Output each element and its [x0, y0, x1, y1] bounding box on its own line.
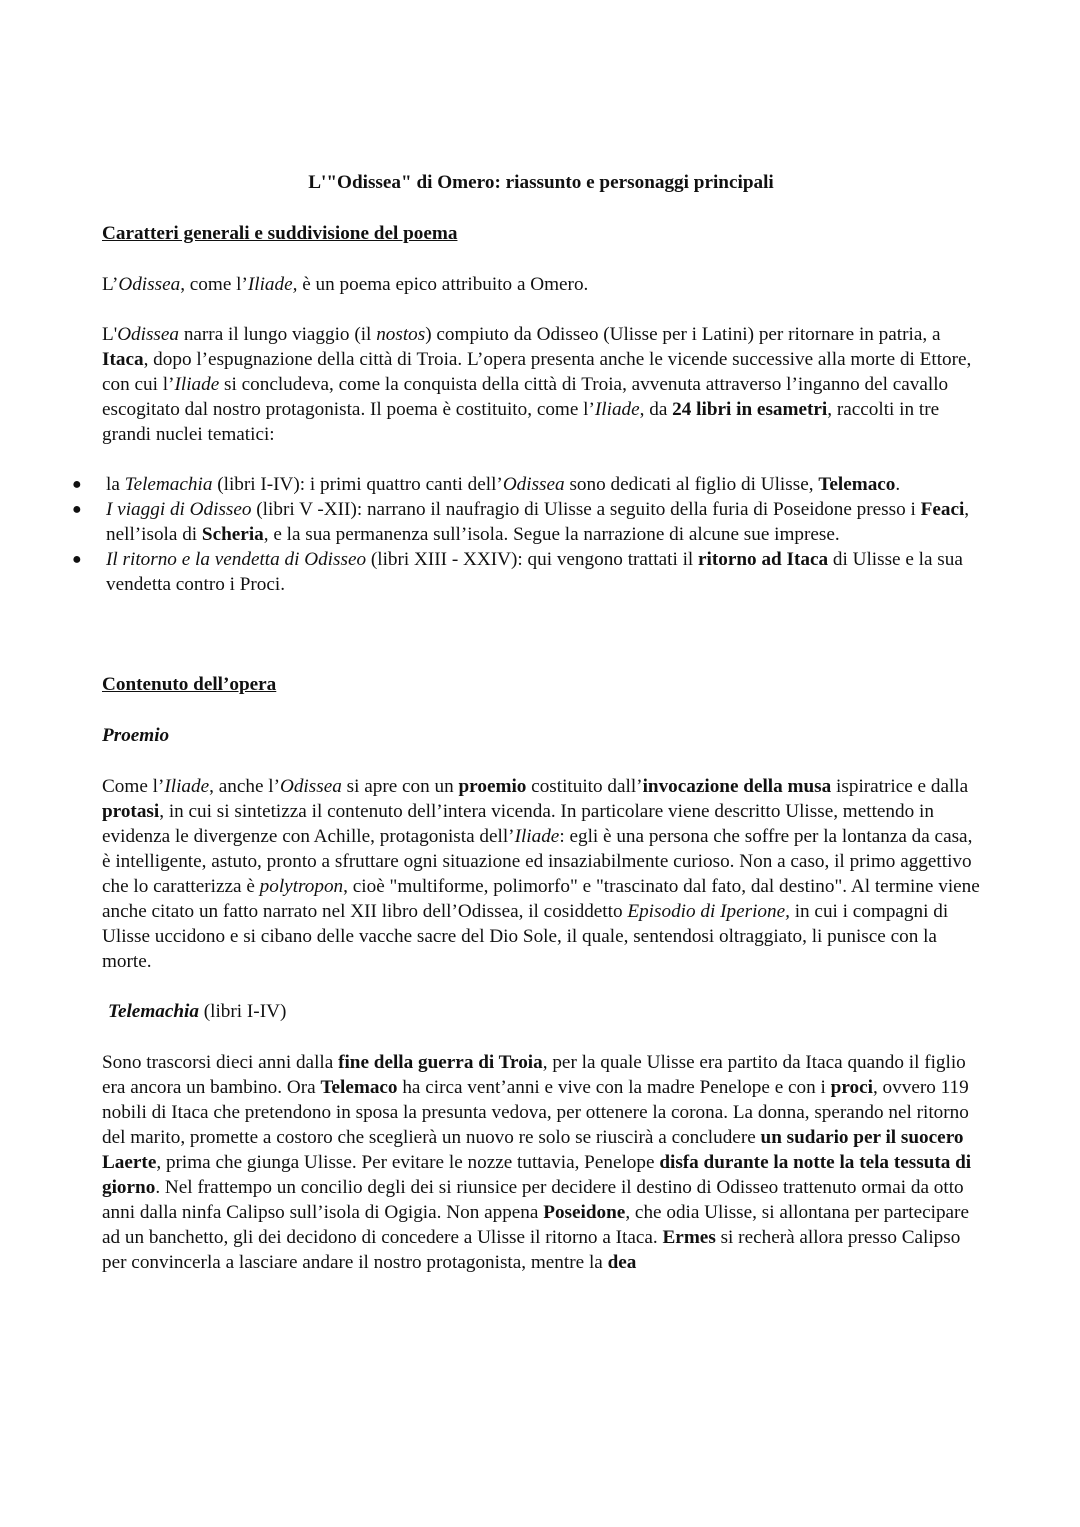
- bold-run: fine della guerra di Troia: [338, 1052, 543, 1073]
- italic-run: Iliade: [164, 776, 210, 797]
- text-run: , da: [639, 399, 673, 420]
- bullet-icon: ●: [72, 551, 82, 568]
- telemachia-paragraph: [102, 1050, 980, 1275]
- text-run: sono dedicati al figlio di Ulisse,: [564, 474, 819, 495]
- bold-run: Ermes: [662, 1227, 716, 1248]
- italic-run: I viaggi di Odisseo: [106, 499, 252, 520]
- bold-run: protasi: [102, 801, 160, 822]
- text-run: , anche l’: [209, 776, 280, 797]
- bold-run: dea: [607, 1252, 637, 1273]
- text-run: in cui i compagni di Ulisse uccidono e si cibano delle vacche sacre del Dio Sole, il quale, sentendosi oltraggiato, li punisce con la morte.: [102, 901, 949, 972]
- bullet-icon: ●: [72, 476, 82, 493]
- text-run: , e la sua permanenza sull’isola. Segue la narrazione di alcune sue imprese.: [263, 524, 840, 545]
- bold-run: invocazione della musa: [642, 776, 832, 797]
- bold-run: proemio: [458, 776, 527, 797]
- section-heading-general: Caratteri generali e suddivisione del poema: [102, 223, 458, 244]
- bold-run: Scheria: [201, 524, 264, 545]
- text-run: (libri V -XII): narrano il naufragio di Ulisse a seguito della furia di Poseidone presso i: [251, 499, 921, 520]
- text-run: (libri XIII - XXIV): qui vengono trattati il: [366, 549, 699, 570]
- text-run: ) compiuto da Odisseo (Ulisse per i Latini) per ritornare in patria, a: [425, 324, 941, 345]
- text-run: è un poema epico attribuito a Omero.: [297, 274, 589, 295]
- bold-run: Feaci: [920, 499, 965, 520]
- bold-run: 24 libri in esametri: [672, 399, 828, 420]
- text-run: , per la quale Ulisse era partito da Itaca quando il figlio era ancora un bambino. Ora: [102, 1052, 966, 1098]
- text-run: si concludeva, come la conquista della città di Troia, avvenuta attraverso l’inganno del cavallo escogitato dal nostro protagonista. Il poema è costituito, come l’: [102, 374, 949, 420]
- list-item: [72, 472, 980, 497]
- text-run: , in cui si sintetizza il contenuto dell’intera vicenda. In particolare viene descritto Ulisse, mettendo in evidenza le divergenze con Achille, protagonista dell’: [102, 801, 934, 847]
- bold-run: disfa durante la notte la tela tessuta di giorno: [102, 1152, 972, 1198]
- italic-run: Odissea: [118, 274, 181, 295]
- italic-run: Iliade: [174, 374, 220, 395]
- italic-run: Telemachia: [124, 474, 213, 495]
- text-run: narra il lungo viaggio (il: [179, 324, 377, 345]
- text-run: L’: [102, 274, 119, 295]
- italic-run: Iliade,: [247, 274, 298, 295]
- text-run: , come l’: [180, 274, 248, 295]
- text-run: ispiratrice e dalla: [831, 776, 969, 797]
- section-heading-content: Contenuto dell’opera: [102, 674, 277, 695]
- spacer: [102, 622, 980, 672]
- text-run: , nell’isola di: [106, 499, 970, 545]
- subheading-proemio: Proemio: [102, 725, 170, 746]
- italic-run: Episodio di Iperione,: [627, 901, 790, 922]
- bold-run: Itaca: [102, 349, 144, 370]
- italic-run: Il ritorno e la vendetta di Odisseo: [106, 549, 367, 570]
- text-run: , ovvero 119 nobili di Itaca che pretendono in sposa la presunta vedova, per ottenere la corona. La donna, sperando nel ritorno del marito, promette a costoro che sceglierà un nuovo re solo se riuscirà a concludere: [102, 1077, 969, 1148]
- text-run: Come l’: [102, 776, 165, 797]
- text-run: , dopo l’espugnazione della città di Troia. L’opera presenta anche le vicende successive alla morte di Ettore, con cui l’: [102, 349, 972, 395]
- text-run: di Ulisse e la sua vendetta contro i Proci.: [106, 549, 963, 595]
- text-run: , cioè "multiforme, polimorfo" e "trascinato dal fato, dal destino". Al termine viene anche citato un fatto narrato nel XII libro dell’Odissea, il cosiddetto: [102, 876, 980, 922]
- bold-run: proci: [830, 1077, 873, 1098]
- proemio-paragraph: [102, 774, 980, 974]
- bold-italic-run: Telemachia: [108, 1001, 199, 1022]
- bold-run: ritorno ad Itaca: [698, 549, 829, 570]
- italic-run: Odissea: [502, 474, 565, 495]
- text-run: ha circa vent’anni e vive con la madre Penelope e con i: [397, 1077, 831, 1098]
- italic-run: Odissea: [279, 776, 342, 797]
- text-run: la: [106, 474, 125, 495]
- text-run: : egli è una persona che soffre per la lontanza da casa, è intelligente, astuto, pronto a sfruttare ogni situazione ed insaziabilmente curioso. Non a caso, il primo aggettivo che lo caratterizza è: [102, 826, 973, 897]
- summary-paragraph: [102, 322, 980, 447]
- text-run: si recherà allora presso Calipso per convincerla a lasciare andare il nostro protagonista, mentre la: [102, 1227, 961, 1273]
- text-run: (libri I-IV): i primi quattro canti dell’: [212, 474, 503, 495]
- text-run: costituito dall’: [526, 776, 643, 797]
- italic-run: polytropon: [259, 876, 344, 897]
- bold-run: Poseidone: [543, 1202, 626, 1223]
- text-run: , prima che giunga Ulisse. Per evitare le nozze tuttavia, Penelope: [156, 1152, 660, 1173]
- text-run: (libri I-IV): [198, 1001, 287, 1022]
- subheading-telemachia: [108, 999, 980, 1024]
- page-title: L'"Odissea" di Omero: riassunto e personaggi principali: [308, 172, 774, 193]
- text-run: Sono trascorsi dieci anni dalla: [102, 1052, 339, 1073]
- text-run: L': [102, 324, 118, 345]
- italic-run: Odissea: [117, 324, 180, 345]
- italic-run: Iliade: [594, 399, 640, 420]
- italic-run: Iliade: [514, 826, 560, 847]
- bold-run: Telemaco: [818, 474, 896, 495]
- text-run: .: [895, 474, 901, 495]
- bold-run: un sudario per il suocero Laerte: [102, 1127, 964, 1173]
- list-item: [72, 547, 980, 597]
- text-run: , raccolti in tre grandi nuclei tematici:: [102, 399, 940, 445]
- text-run: . Nel frattempo un concilio degli dei si riunsice per decidere il destino di Odisseo trattenuto ormai da otto anni dalla ninfa Calipso sull’isola di Ogigia. Non appena: [102, 1177, 964, 1223]
- bullet-icon: ●: [72, 501, 82, 518]
- text-run: si apre con un: [341, 776, 459, 797]
- themes-list: [72, 472, 980, 597]
- text-run: , che odia Ulisse, si allontana per partecipare ad un banchetto, gli dei decidono di concedere a Ulisse il ritorno a Itaca.: [102, 1202, 969, 1248]
- intro-paragraph: [102, 272, 980, 297]
- list-item: [72, 497, 980, 547]
- italic-run: nostos: [376, 324, 426, 345]
- bold-run: Telemaco: [320, 1077, 398, 1098]
